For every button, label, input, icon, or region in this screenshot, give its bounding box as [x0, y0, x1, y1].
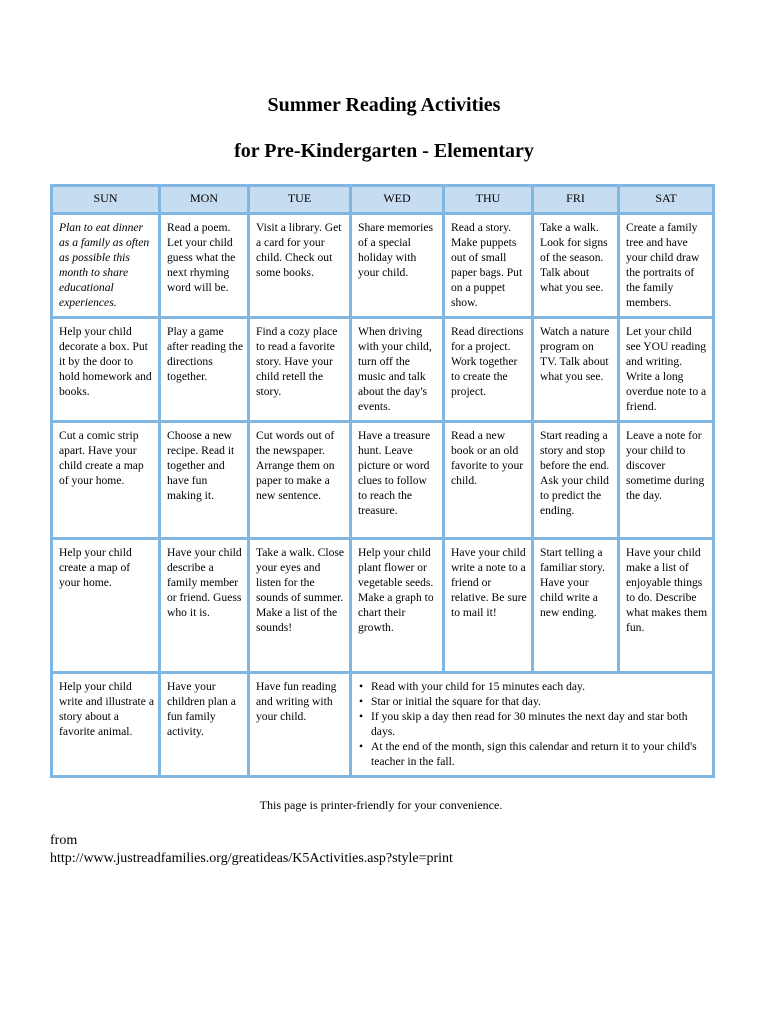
activity-cell: Have a treasure hunt. Leave picture or word clues to follow to reach the treasure.: [351, 422, 444, 539]
activity-cell: Cut a comic strip apart. Have your child create a map of your home.: [52, 422, 160, 539]
instruction-item: • Star or initial the square for that day.: [358, 694, 708, 709]
activity-cell: Read a new book or an old favorite to your child.: [444, 422, 533, 539]
activity-cell: Have your children plan a fun family activity.: [160, 673, 249, 777]
activity-cell: Help your child write and illustrate a story about a favorite animal.: [52, 673, 160, 777]
activity-cell: Share memories of a special holiday with your child.: [351, 214, 444, 318]
activity-cell: Have fun reading and writing with your child.: [249, 673, 351, 777]
page-subtitle: for Pre-Kindergarten - Elementary: [234, 140, 534, 162]
day-header-row: [52, 186, 714, 214]
activity-cell: Read directions for a project. Work together to create the project.: [444, 318, 533, 422]
instructions-cell: [351, 673, 714, 777]
day-header-sun: SUN: [52, 186, 160, 214]
activity-cell: Start reading a story and stop before the end. Ask your child to predict the ending.: [533, 422, 619, 539]
activity-cell: Help your child decorate a box. Put it by the door to hold homework and books.: [52, 318, 160, 422]
activity-cell: Take a walk. Close your eyes and listen for the sounds of summer. Make a list of the sounds!: [249, 539, 351, 673]
activity-cell: Visit a library. Get a card for your child. Check out some books.: [249, 214, 351, 318]
day-header-sat: SAT: [619, 186, 714, 214]
activity-cell: Start telling a familiar story. Have your child write a new ending.: [533, 539, 619, 673]
week-row: [52, 214, 714, 318]
instruction-item: • If you skip a day then read for 30 minutes the next day and star both days.: [358, 709, 708, 739]
day-header-wed: WED: [351, 186, 444, 214]
week-row: [52, 673, 714, 777]
day-header-mon: MON: [160, 186, 249, 214]
instruction-item: • Read with your child for 15 minutes each day.: [358, 679, 708, 694]
activity-cell: Have your child describe a family member or friend. Guess who it is.: [160, 539, 249, 673]
activity-cell: Help your child plant flower or vegetable seeds. Make a graph to chart their growth.: [351, 539, 444, 673]
activity-cell: Watch a nature program on TV. Talk about what you see.: [533, 318, 619, 422]
activity-cell: Cut words out of the newspaper. Arrange them on paper to make a new sentence.: [249, 422, 351, 539]
activity-calendar: [50, 184, 715, 778]
activity-cell: Play a game after reading the directions together.: [160, 318, 249, 422]
activity-cell: Let your child see YOU reading and writing. Write a long overdue note to a friend.: [619, 318, 714, 422]
from-label: from: [50, 833, 78, 848]
activity-cell: Read a poem. Let your child guess what the next rhyming word will be.: [160, 214, 249, 318]
activity-cell: Plan to eat dinner as a family as often as possible this month to share educational experiences.: [52, 214, 160, 318]
instructions-list: [358, 679, 708, 769]
activity-cell: Choose a new recipe. Read it together and have fun making it.: [160, 422, 249, 539]
activity-cell: When driving with your child, turn off the music and talk about the day's events.: [351, 318, 444, 422]
day-header-fri: FRI: [533, 186, 619, 214]
day-header-thu: THU: [444, 186, 533, 214]
day-header-tue: TUE: [249, 186, 351, 214]
activity-cell: Take a walk. Look for signs of the season. Talk about what you see.: [533, 214, 619, 318]
week-row: [52, 318, 714, 422]
instruction-item: • At the end of the month, sign this calendar and return it to your child's teacher in the fall.: [358, 739, 708, 769]
printer-friendly-note: This page is printer-friendly for your convenience.: [259, 798, 503, 812]
activity-cell: Create a family tree and have your child draw the portraits of the family members.: [619, 214, 714, 318]
source-url: http://www.justreadfamilies.org/greatideas/K5Activities.asp?style=print: [50, 851, 453, 866]
activity-cell: Read a story. Make puppets out of small paper bags. Put on a puppet show.: [444, 214, 533, 318]
activity-cell: Have your child write a note to a friend or relative. Be sure to mail it!: [444, 539, 533, 673]
week-row: [52, 422, 714, 539]
week-row: [52, 539, 714, 673]
activity-cell: Have your child make a list of enjoyable things to do. Describe what makes them fun.: [619, 539, 714, 673]
activity-cell: Find a cozy place to read a favorite story. Have your child retell the story.: [249, 318, 351, 422]
activity-cell: Help your child create a map of your home.: [52, 539, 160, 673]
activity-cell: Leave a note for your child to discover sometime during the day.: [619, 422, 714, 539]
page-title: Summer Reading Activities: [267, 94, 501, 116]
source-citation: [50, 832, 453, 868]
